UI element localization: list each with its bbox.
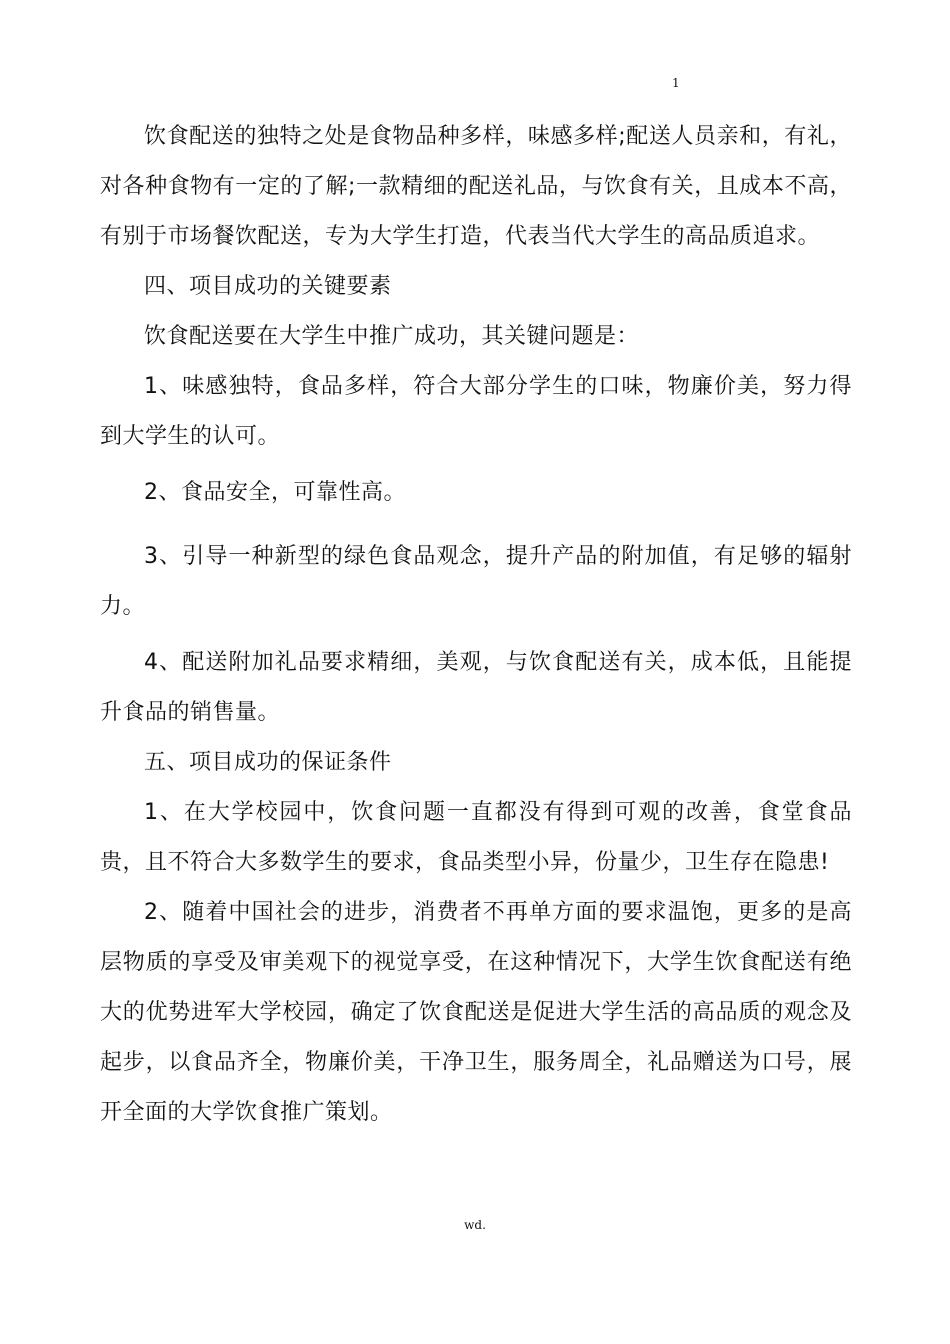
paragraph-key-question: 饮食配送要在大学生中推广成功，其关键问题是：: [144, 324, 640, 349]
list-item-3: 3、引导一种新型的绿色食品观念，提升产品的附加值，有足够的辐射力。: [100, 544, 852, 619]
list-item-1: 1、味感独特，食品多样，符合大部分学生的口味，物廉价美，努力得到大学生的认可。: [100, 374, 852, 449]
condition-item-2: 2、随着中国社会的进步，消费者不再单方面的要求温饱，更多的是高层物质的享受及审美观下的视觉享受，在这种情况下，大学生饮食配送有绝大的优势进军大学校园，确定了饮食配送是促进大学生活的高品质的观念及起步，以食品齐全，物廉价美，干净卫生，服务周全，礼品赠送为口号，展开全面的大学饮食推广策划。: [100, 900, 852, 1125]
list-item-2: 2、食品安全，可靠性高。: [144, 480, 406, 505]
document-body: [100, 112, 852, 1138]
condition-item-1: 1、在大学校园中，饮食问题一直都没有得到可观的改善，食堂食品贵，且不符合大多数学生的要求，食品类型小异，份量少，卫生存在隐患!: [100, 800, 852, 875]
section-heading-4: 四、项目成功的关键要素: [144, 274, 392, 299]
footer-text: wd.: [464, 1218, 486, 1232]
paragraph-intro: 饮食配送的独特之处是食物品种多样，味感多样;配送人员亲和，有礼，对各种食物有一定的了解;一款精细的配送礼品，与饮食有关，且成本不高，有别于市场餐饮配送，专为大学生打造，代表当代大学生的高品质追求。: [100, 124, 852, 249]
page-number: 1: [672, 76, 680, 90]
section-heading-5: 五、项目成功的保证条件: [144, 750, 392, 775]
list-item-4: 4、配送附加礼品要求精细，美观，与饮食配送有关，成本低，且能提升食品的销售量。: [100, 650, 852, 725]
